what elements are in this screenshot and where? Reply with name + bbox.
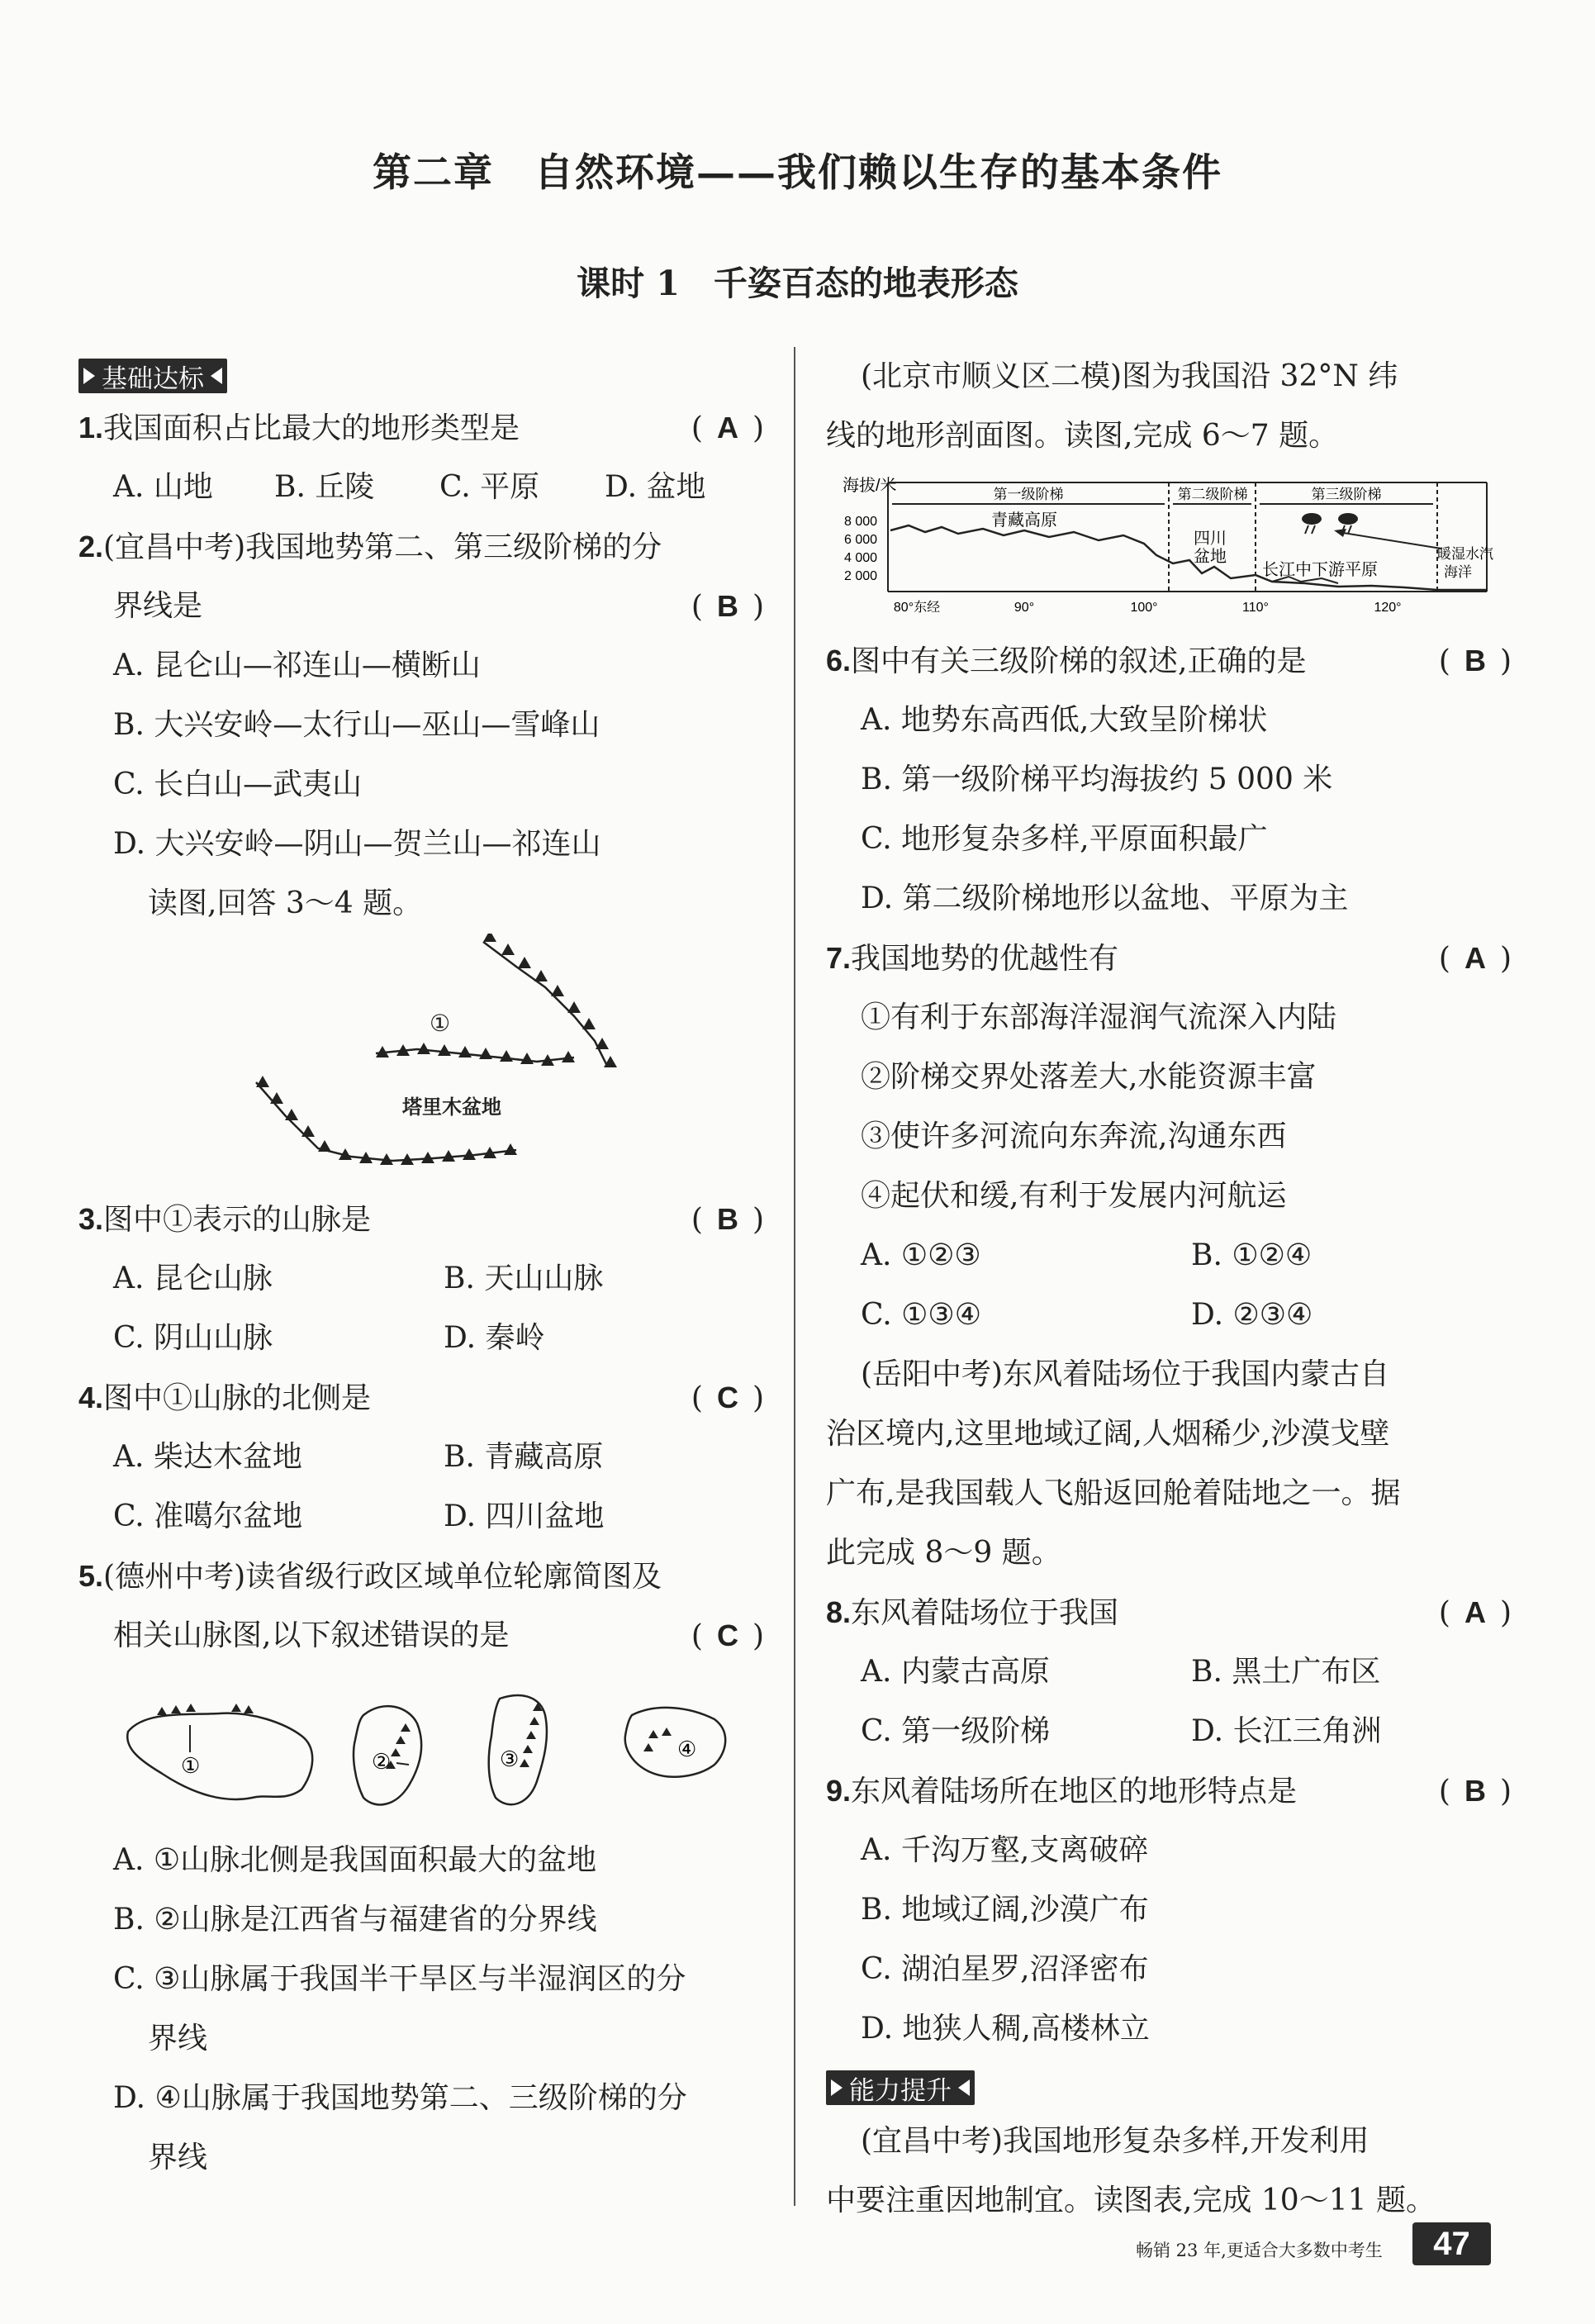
- question-number: 2.: [78, 530, 104, 563]
- option-b: B. 天山山脉: [444, 1262, 604, 1295]
- map-marker-3: ③: [500, 1747, 520, 1771]
- province-outlines: [78, 1666, 764, 1831]
- answer-box: ( A ): [1439, 1583, 1512, 1643]
- option-c: C. 长白山—武夷山: [113, 768, 363, 801]
- province-outline-4: [625, 1708, 725, 1777]
- ytick-6000: 6 000: [844, 533, 878, 547]
- basin-label: 四川: [1194, 530, 1227, 548]
- question-text: 我国地势的优越性有: [851, 942, 1119, 976]
- option-d: D. 长江三角洲: [1191, 1714, 1382, 1748]
- ytick-2000: 2 000: [844, 569, 878, 583]
- vapor-label: 暖湿水汽: [1437, 546, 1493, 562]
- map-marker-1: ①: [181, 1753, 201, 1778]
- lesson-title: 课时 1 千姿百态的地表形态: [577, 264, 1018, 303]
- terrain-profile: [826, 466, 1512, 631]
- option-d: D. 大兴安岭—阴山—贺兰山—祁连山: [113, 827, 601, 861]
- instruction-text: 线的地形剖面图。读图,完成 6～7 题。: [826, 419, 1339, 453]
- instruction-text: (岳阳中考)东风着陆场位于我国内蒙古自: [861, 1357, 1390, 1391]
- options-row: [826, 1226, 1512, 1286]
- column-divider: [794, 347, 795, 2206]
- option-a: A. 千沟万壑,支离破碎: [861, 1833, 1149, 1867]
- plain-label: 长江中下游平原: [1262, 561, 1378, 579]
- triangle-right-icon: [83, 368, 95, 384]
- map-marker-2: ②: [372, 1749, 392, 1774]
- option-b: B. 青藏高原: [444, 1440, 604, 1474]
- triangle-left-icon: [958, 2079, 970, 2096]
- rain-cloud-icon: [1302, 513, 1358, 534]
- option-d: D. 四川盆地: [444, 1499, 605, 1533]
- xtick-100: 100°: [1130, 601, 1158, 615]
- question-3: [78, 1190, 764, 1249]
- option-d: D. 地狭人稠,高楼林立: [861, 2012, 1150, 2046]
- question-text: 图中①表示的山脉是: [103, 1203, 372, 1237]
- option-d: D. ④山脉属于我国地势第二、三级阶梯的分: [113, 2081, 687, 2115]
- footer-slogan: 畅销 23 年,更适合大多数中考生: [1136, 2241, 1383, 2260]
- answer-box: ( B ): [691, 1190, 764, 1250]
- question-number: 1.: [78, 411, 104, 444]
- question-text: 图中有关三级阶梯的叙述,正确的是: [851, 644, 1307, 678]
- step1-label: 第一级阶梯: [993, 487, 1064, 502]
- option-c: C. ①③④: [861, 1298, 981, 1332]
- map-marker-4: ④: [677, 1737, 697, 1761]
- statement-2: ②阶梯交界处落差大,水能资源丰富: [861, 1060, 1317, 1094]
- answer-letter: B: [1464, 1774, 1486, 1808]
- instruction-text: 广布,是我国载人飞船返回舱着陆地之一。据: [826, 1476, 1401, 1510]
- answer-box: ( C ): [691, 1606, 764, 1666]
- question-text: 图中①山脉的北侧是: [103, 1381, 372, 1415]
- ytick-8000: 8 000: [844, 515, 878, 529]
- question-5: [78, 1547, 764, 1606]
- profile-xticks: [894, 600, 1402, 615]
- option-b: B. 丘陵: [274, 470, 375, 504]
- option-c: C. 地形复杂多样,平原面积最广: [861, 822, 1268, 856]
- option-c: C. 湖泊星罗,沼泽密布: [861, 1952, 1149, 1986]
- question-text: (德州中考)读省级行政区域单位轮廓简图及: [103, 1560, 662, 1594]
- province-outline-1: [127, 1713, 312, 1799]
- question-text: 相关山脉图,以下叙述错误的是: [113, 1618, 510, 1652]
- answer-letter: B: [716, 589, 738, 623]
- answer-box: ( B ): [691, 577, 764, 637]
- answer-box: ( A ): [691, 398, 764, 459]
- option-a: A. 柴达木盆地: [113, 1440, 302, 1474]
- question-6: [826, 631, 1512, 691]
- answer-letter: C: [716, 1381, 738, 1414]
- section-label: 基础达标: [102, 364, 204, 393]
- terrain-line: [890, 525, 1487, 590]
- statement-4: ④起伏和缓,有利于发展内河航运: [861, 1179, 1287, 1213]
- answer-letter: C: [716, 1618, 738, 1652]
- question-5-cont: [78, 1606, 764, 1666]
- option-a: A. ①山脉北侧是我国面积最大的盆地: [113, 1843, 597, 1877]
- instruction-text: (宜昌中考)我国地形复杂多样,开发利用: [861, 2124, 1370, 2158]
- option-b: B. ①②④: [1191, 1238, 1313, 1272]
- profile-yticks: [844, 515, 877, 583]
- option-a: A. 内蒙古高原: [861, 1655, 1050, 1689]
- question-number: 3.: [78, 1202, 104, 1236]
- step2-label: 第二级阶梯: [1177, 487, 1248, 502]
- vapor-arrow: [1338, 532, 1441, 549]
- instruction-text: 中要注重因地制宜。读图表,完成 10～11 题。: [826, 2184, 1436, 2217]
- instruction-text: (北京市顺义区二模)图为我国沿 32°N 纬: [861, 359, 1398, 393]
- question-4: [78, 1368, 764, 1428]
- option-c-cont: 界线: [148, 2022, 208, 2055]
- options-row: [826, 1702, 1512, 1761]
- instruction-text: 读图,回答 3～4 题。: [148, 886, 423, 920]
- answer-box: ( B ): [1439, 631, 1512, 691]
- answer-box: ( C ): [691, 1368, 764, 1428]
- question-9: [826, 1761, 1512, 1821]
- basin-label: 塔里木盆地: [402, 1096, 501, 1119]
- answer-letter: B: [1464, 644, 1486, 677]
- question-number: 4.: [78, 1381, 104, 1414]
- option-d: D. 秦岭: [444, 1321, 545, 1355]
- basin-label: 盆地: [1194, 548, 1227, 566]
- option-d: D. 第二级阶梯地形以盆地、平原为主: [861, 882, 1349, 915]
- options-row: [78, 1487, 764, 1547]
- answer-letter: B: [716, 1202, 738, 1236]
- option-c: C. ③山脉属于我国半干旱区与半湿润区的分: [113, 1962, 686, 1996]
- xtick-90: 90°: [1013, 601, 1035, 615]
- question-number: 5.: [78, 1559, 104, 1593]
- answer-box: ( B ): [1439, 1761, 1512, 1822]
- ridge-line-kunlun: [256, 1082, 516, 1161]
- xtick-110: 110°: [1242, 601, 1269, 615]
- section-banner-advanced: [826, 2070, 975, 2105]
- question-text: 东风着陆场位于我国: [851, 1596, 1119, 1630]
- ytick-4000: 4 000: [844, 551, 878, 565]
- step3-label: 第三级阶梯: [1311, 487, 1382, 502]
- section-banner-basic: [78, 359, 227, 393]
- instruction-text: 治区境内,这里地域辽阔,人烟稀少,沙漠戈壁: [826, 1417, 1390, 1451]
- option-c: C. 平原: [439, 470, 540, 504]
- section-label: 能力提升: [849, 2075, 952, 2105]
- question-8: [826, 1583, 1512, 1642]
- answer-box: ( A ): [1439, 929, 1512, 989]
- question-text: 我国面积占比最大的地形类型是: [103, 411, 520, 445]
- question-number: 9.: [826, 1774, 852, 1808]
- statement-1: ①有利于东部海洋湿润气流深入内陆: [861, 1000, 1337, 1034]
- question-2: [78, 517, 764, 577]
- answer-letter: A: [1464, 941, 1486, 975]
- question-7: [826, 929, 1512, 988]
- options-row: [78, 1428, 764, 1487]
- xtick-120: 120°: [1374, 601, 1402, 615]
- question-text: (宜昌中考)我国地势第二、第三级阶梯的分: [103, 530, 662, 564]
- question-2-cont: [78, 577, 764, 636]
- option-c: C. 第一级阶梯: [861, 1714, 1051, 1748]
- mountain-symbols: [256, 934, 617, 1165]
- ocean-label: 海洋: [1444, 564, 1472, 580]
- right-column: [826, 347, 1512, 2231]
- option-c: C. 阴山山脉: [113, 1321, 273, 1355]
- question-text: 东风着陆场所在地区的地形特点是: [851, 1775, 1298, 1808]
- triangle-right-icon: [831, 2079, 843, 2096]
- option-b: B. 大兴安岭—太行山—巫山—雪峰山: [113, 708, 600, 742]
- chapter-title: 第二章 自然环境——我们赖以生存的基本条件: [373, 150, 1222, 196]
- option-c: C. 准噶尔盆地: [113, 1499, 303, 1533]
- left-column: [78, 347, 764, 2188]
- option-a: A. 昆仑山脉: [113, 1262, 273, 1295]
- statement-3: ③使许多河流向东奔流,沟通东西: [861, 1119, 1287, 1153]
- question-text: 界线是: [113, 589, 203, 623]
- option-a: A. 地势东高西低,大致呈阶梯状: [861, 703, 1268, 737]
- options-row: [826, 1642, 1512, 1702]
- option-a: A. ①②③: [861, 1238, 981, 1272]
- mountain-map: [78, 934, 764, 1190]
- instruction-text: 此完成 8～9 题。: [826, 1536, 1061, 1570]
- answer-letter: A: [1464, 1595, 1486, 1629]
- triangle-left-icon: [211, 368, 222, 384]
- options-row: [78, 458, 764, 517]
- option-b: B. ②山脉是江西省与福建省的分界线: [113, 1903, 597, 1937]
- option-a: A. 昆仑山—祁连山—横断山: [113, 649, 481, 682]
- option-d: D. 盆地: [605, 470, 706, 504]
- options-row: [78, 1249, 764, 1309]
- plateau-label: 青藏高原: [991, 511, 1057, 530]
- map-marker: ①: [430, 1010, 451, 1036]
- ridge-line-northeast: [483, 942, 607, 1066]
- option-d: D. ②③④: [1191, 1298, 1313, 1332]
- profile-ylabel: 海拔/米: [843, 477, 897, 495]
- question-number: 7.: [826, 941, 852, 975]
- options-row: [78, 1309, 764, 1368]
- question-1: [78, 398, 764, 458]
- question-number: 8.: [826, 1595, 852, 1629]
- options-row: [826, 1286, 1512, 1345]
- option-b: B. 黑土广布区: [1191, 1655, 1381, 1689]
- answer-letter: A: [716, 411, 738, 444]
- question-number: 6.: [826, 644, 852, 677]
- option-b: B. 地域辽阔,沙漠广布: [861, 1893, 1149, 1927]
- page-number: 47: [1412, 2222, 1491, 2265]
- xtick-80: 80°东经: [893, 601, 941, 615]
- option-d-cont: 界线: [148, 2141, 208, 2174]
- option-b: B. 第一级阶梯平均海拔约 5 000 米: [861, 763, 1333, 796]
- option-a: A. 山地: [113, 470, 213, 504]
